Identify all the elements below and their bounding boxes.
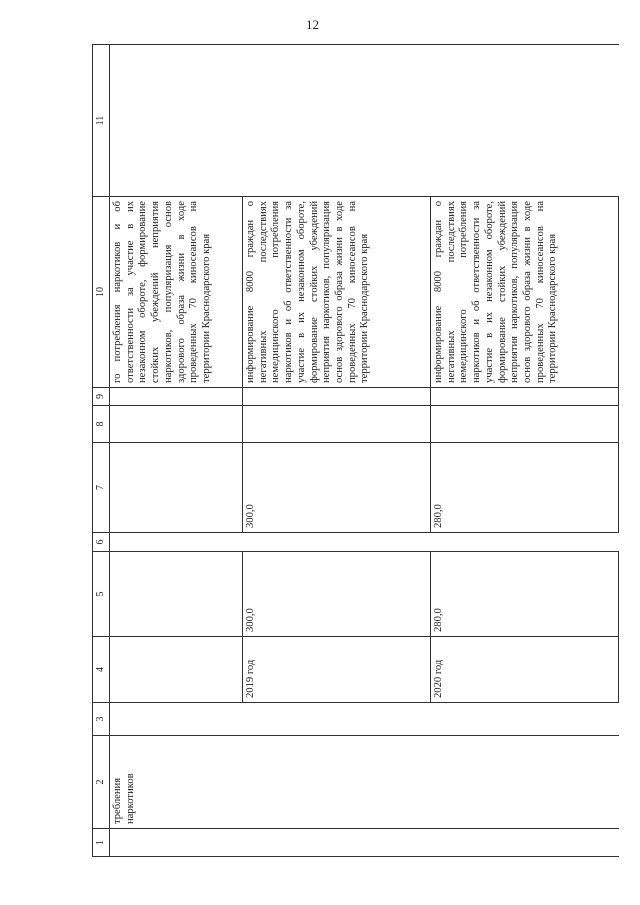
- cell-col-3: [431, 703, 619, 736]
- col-header-3: 3: [93, 703, 110, 736]
- cell-col-1: [431, 829, 619, 857]
- cell-total: 300,0: [243, 552, 431, 637]
- col-header-11: 11: [93, 45, 110, 197]
- col-header-2: 2: [93, 736, 110, 829]
- cell-col-9: [110, 388, 243, 406]
- cell-year: 2020 год: [431, 637, 619, 703]
- cell-total: 280,0: [431, 552, 619, 637]
- page-number: 12: [306, 17, 319, 32]
- header-row: [93, 45, 110, 857]
- col-header-7: 7: [93, 443, 110, 533]
- col-header-10: 10: [93, 197, 110, 388]
- cell-col-9: [431, 388, 619, 406]
- cell-year: [110, 637, 243, 703]
- cell-col-8: [431, 406, 619, 443]
- cell-budget: [110, 443, 243, 533]
- table-row: [110, 45, 243, 857]
- program-table: [92, 44, 619, 857]
- cell-result: го потребления наркотиков и об ответственности за участие в их незаконном обороте, формирование стойких убеждений неприятия наркотиков, популяризация основ здорового образа жизни в ходе проведенных 70 киносеансов на территории Краснодарского края: [110, 197, 243, 388]
- col-header-5: 5: [93, 552, 110, 637]
- table-row: [431, 45, 619, 857]
- cell-col-11: [431, 45, 619, 197]
- cell-budget: 280,0: [431, 443, 619, 533]
- cell-col-6: [110, 533, 243, 552]
- col-header-1: 1: [93, 829, 110, 857]
- cell-col-3: [110, 703, 243, 736]
- cell-event-name: [243, 736, 431, 829]
- col-header-9: 9: [93, 388, 110, 406]
- cell-result: информирование 8000 граждан о негативных последствиях немедицинского потребления наркотиков и об ответственности за участие в их незаконном обороте, формирование стойких убеждений неприятия наркотиков, популяризация основ здорового образа жизни в ходе проведенных 70 киносеансов на территории Краснодарского края: [243, 197, 431, 388]
- cell-col-1: [243, 829, 431, 857]
- cell-event-name: требления наркотиков: [110, 736, 243, 829]
- cell-result: информирование 8000 граждан о негативных последствиях немедицинского потребления наркотиков и об ответственности за участие в их незаконном обороте, формирование стойких убеждений неприятия наркотиков, популяризация основ здорового образа жизни в ходе проведенных 70 киносеансов на территории Краснодарского края: [431, 197, 619, 388]
- cell-year: 2019 год: [243, 637, 431, 703]
- table-row: [243, 45, 431, 857]
- cell-col-3: [243, 703, 431, 736]
- col-header-6: 6: [93, 533, 110, 552]
- cell-col-1: [110, 829, 243, 857]
- cell-total: [110, 552, 243, 637]
- cell-col-6: [431, 533, 619, 552]
- cell-budget: 300,0: [243, 443, 431, 533]
- cell-col-6: [243, 533, 431, 552]
- cell-col-9: [243, 388, 431, 406]
- cell-col-11: [110, 45, 243, 197]
- col-header-8: 8: [93, 406, 110, 443]
- col-header-4: 4: [93, 637, 110, 703]
- rotated-table-frame: [92, 45, 607, 857]
- cell-col-8: [243, 406, 431, 443]
- cell-col-8: [110, 406, 243, 443]
- cell-event-name: [431, 736, 619, 829]
- cell-col-11: [243, 45, 431, 197]
